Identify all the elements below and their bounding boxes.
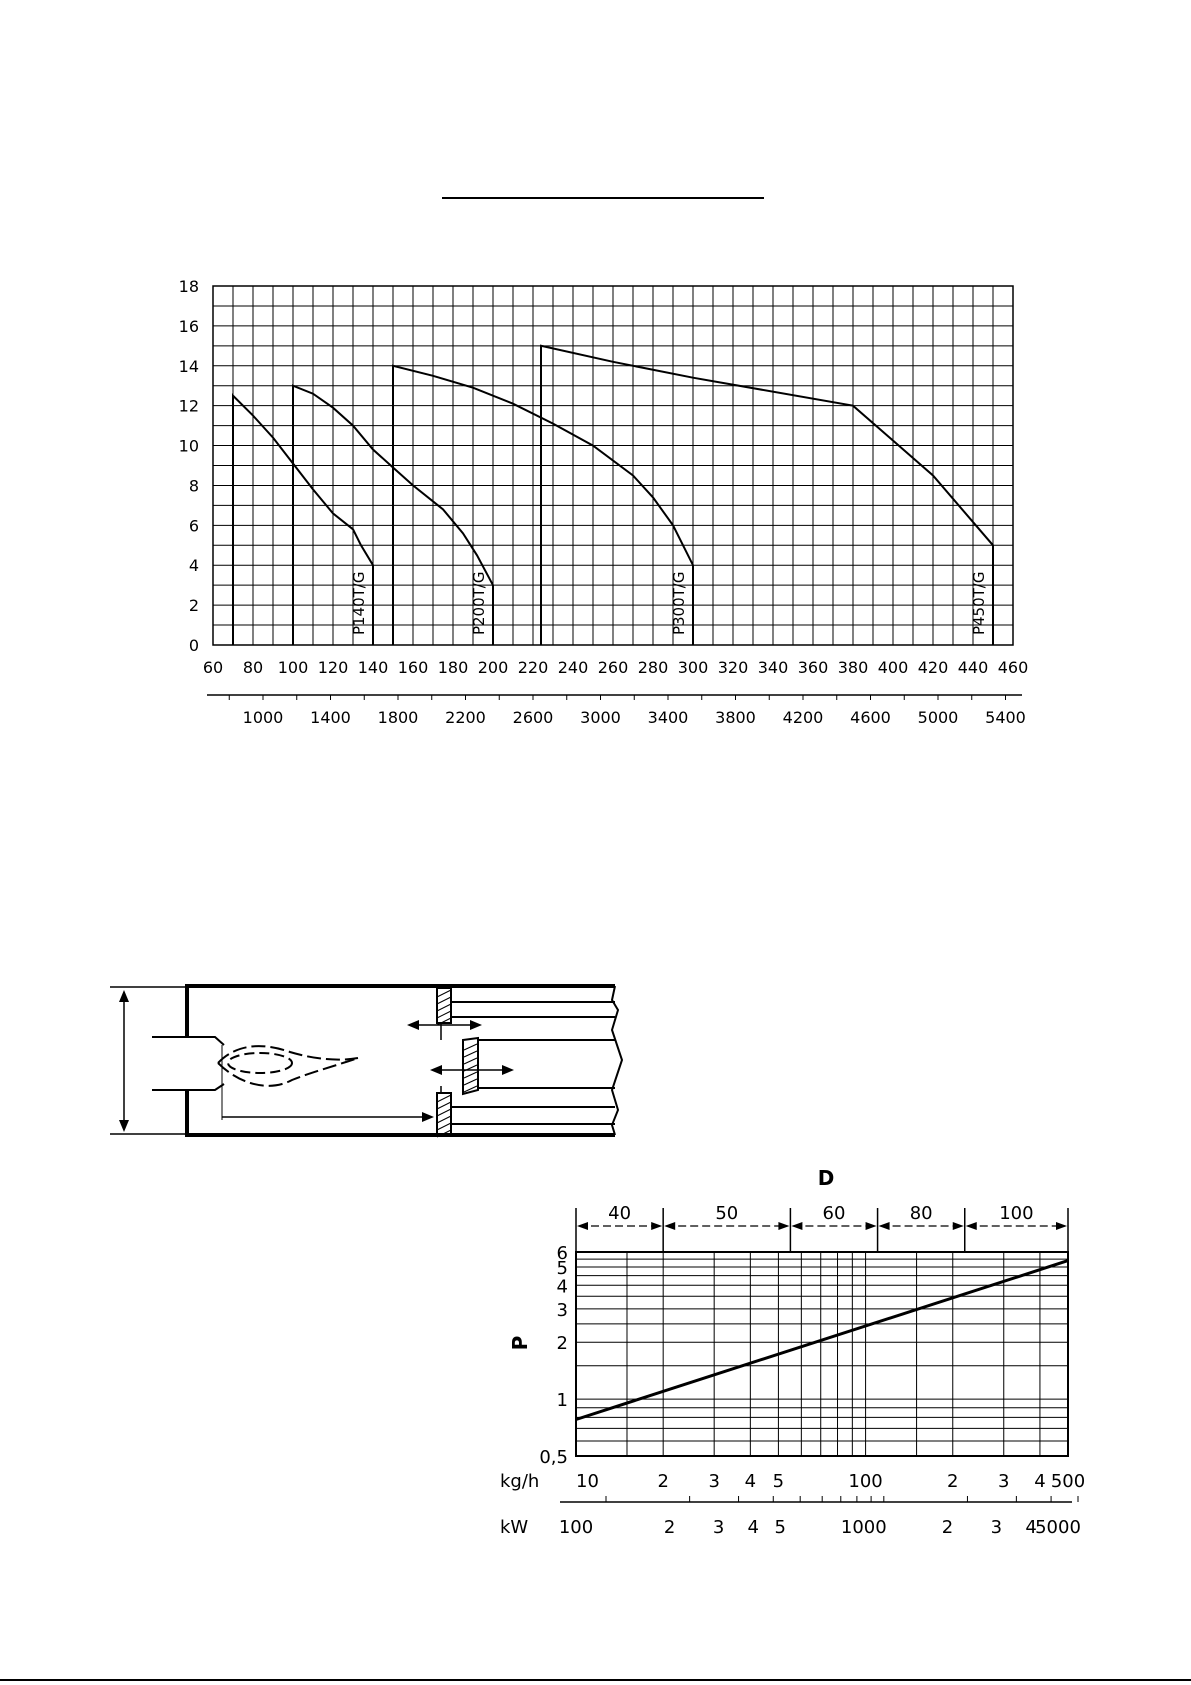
y-tick-label: 8	[188, 476, 199, 496]
x-tick-label: 3	[998, 1471, 1010, 1492]
x-axis-label: kg/h	[500, 1471, 540, 1492]
x-tick-label: 280	[637, 658, 669, 677]
arrowhead	[778, 1222, 789, 1230]
x-tick-label: 220	[517, 658, 549, 677]
x-tick-label: 2	[947, 1471, 959, 1492]
arrowhead	[577, 1222, 588, 1230]
y-tick-label: 16	[178, 316, 199, 336]
secondary-x-tick-label: 2600	[512, 708, 554, 727]
x-tick-label: 460	[997, 658, 1029, 677]
secondary-x-tick-label: 100	[558, 1517, 594, 1538]
arrowhead	[879, 1222, 890, 1230]
secondary-x-tick-label: 1000	[840, 1517, 887, 1538]
secondary-x-tick-label: 3	[712, 1517, 725, 1538]
y-tick-label: 10	[178, 436, 199, 456]
x-tick-label: 240	[557, 658, 589, 677]
page-footer-rule	[0, 1679, 1191, 1681]
y-tick-label: 4	[556, 1276, 568, 1298]
x-tick-label: 100	[848, 1471, 883, 1492]
series-line	[576, 1261, 1068, 1420]
y-tick-label: 4	[188, 556, 199, 576]
secondary-x-tick-label: 4200	[782, 708, 824, 727]
x-tick-label: 500	[1050, 1471, 1086, 1492]
x-tick-label: 4	[744, 1471, 757, 1492]
secondary-x-tick-label: 4	[747, 1517, 759, 1538]
secondary-x-tick-label: 1000	[242, 708, 284, 727]
x-tick-label: 320	[717, 658, 749, 677]
y-tick-label: 12	[178, 396, 199, 416]
chart-title: D	[817, 1166, 835, 1190]
secondary-x-tick-label: 5000	[917, 708, 959, 727]
band-label: 80	[909, 1203, 933, 1224]
y-tick-label: 2	[188, 596, 199, 616]
x-tick-label: 400	[877, 658, 909, 677]
secondary-x-tick-label: 5400	[985, 708, 1026, 727]
y-tick-label: 1	[556, 1390, 568, 1412]
series-label: P140T/G	[350, 571, 368, 636]
plot-frame	[576, 1252, 1068, 1456]
secondary-x-tick-label: 4	[1025, 1517, 1037, 1538]
series-label: P200T/G	[470, 571, 488, 636]
x-tick-label: 380	[837, 658, 869, 677]
secondary-x-tick-label: 4600	[850, 708, 891, 727]
x-tick-label: 60	[202, 658, 224, 677]
series-label: P300T/G	[670, 571, 688, 636]
secondary-x-tick-label: 3	[990, 1517, 1003, 1538]
y-tick-label: 14	[178, 356, 199, 376]
y-tick-label: 5	[556, 1257, 568, 1279]
band-label: 60	[822, 1203, 846, 1224]
x-tick-label: 4	[1034, 1471, 1046, 1492]
secondary-x-tick-label: 5000	[1035, 1517, 1081, 1538]
x-tick-label: 200	[477, 658, 509, 677]
band-label: 50	[715, 1203, 739, 1224]
x-tick-label: 10	[576, 1471, 599, 1492]
secondary-x-tick-label: 2	[663, 1517, 676, 1538]
secondary-x-tick-label: 1400	[310, 708, 351, 727]
x-tick-label: 420	[917, 658, 949, 677]
x-tick-label: 140	[357, 658, 389, 677]
arrowhead	[866, 1222, 877, 1230]
y-tick-label: 18	[178, 277, 199, 296]
band-label: 100	[999, 1203, 1034, 1224]
y-tick-label: 6	[556, 1243, 568, 1264]
arrowhead	[1056, 1222, 1067, 1230]
secondary-x-tick-label: 3800	[715, 708, 756, 727]
y-tick-label: 6	[188, 516, 199, 536]
x-tick-label: 440	[957, 658, 989, 677]
x-tick-label: 160	[397, 658, 429, 677]
y-axis-label: P	[508, 1335, 532, 1351]
secondary-x-tick-label: 3400	[647, 708, 689, 727]
x-tick-label: 5	[772, 1471, 785, 1492]
secondary-axis-label: kW	[500, 1517, 529, 1538]
secondary-x-tick-label: 1800	[377, 708, 419, 727]
secondary-x-tick-label: 2	[941, 1517, 954, 1538]
x-tick-label: 80	[242, 658, 264, 677]
x-tick-label: 260	[597, 658, 629, 677]
x-tick-label: 3	[708, 1471, 720, 1492]
secondary-x-tick-label: 2200	[445, 708, 486, 727]
arrowhead	[966, 1222, 977, 1230]
y-tick-label: 2	[556, 1333, 568, 1355]
x-tick-label: 340	[757, 658, 789, 677]
x-tick-label: 120	[317, 658, 349, 677]
x-tick-label: 300	[677, 658, 709, 677]
y-tick-label: 0	[188, 636, 199, 655]
y-tick-label: 0,5	[539, 1447, 568, 1468]
band-label: 40	[608, 1203, 632, 1224]
y-tick-label: 3	[556, 1299, 568, 1321]
secondary-x-tick-label: 3000	[580, 708, 621, 727]
arrowhead	[651, 1222, 662, 1230]
x-tick-label: 180	[437, 658, 469, 677]
x-tick-label: 2	[657, 1471, 669, 1492]
series-label: P450T/G	[970, 571, 988, 636]
x-tick-label: 360	[797, 658, 829, 677]
arrowhead	[791, 1222, 802, 1230]
arrowhead	[953, 1222, 964, 1230]
arrowhead	[664, 1222, 675, 1230]
secondary-x-tick-label: 5	[774, 1517, 786, 1538]
x-tick-label: 100	[277, 658, 309, 677]
